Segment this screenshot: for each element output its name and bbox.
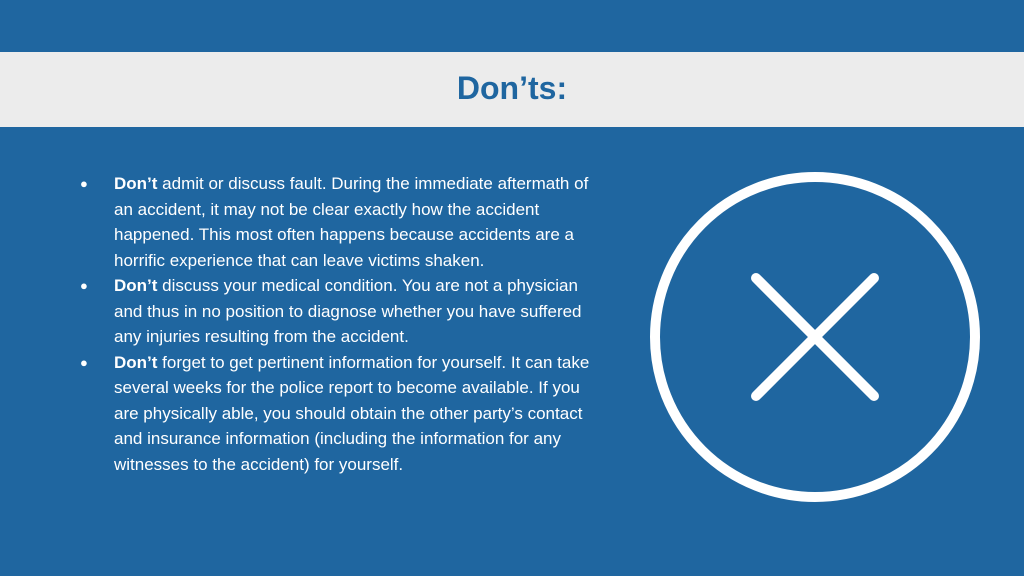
bullet-item xyxy=(80,273,600,350)
bullet-lead: Don’t xyxy=(114,276,158,295)
bullet-list xyxy=(80,171,600,477)
bullet-text: forget to get pertinent information for yourself. It can take several weeks for the police report to become available. If you are physically able, you should obtain the other party’s contact and insurance information (including the information for any witnesses to the accident) for yourself. xyxy=(114,352,590,474)
bullet-marker: ● xyxy=(80,278,88,293)
bullet-text: admit or discuss fault. During the immediate aftermath of an accident, it may not be clear exactly how the accident happened. This most often happens because accidents are a horrific experience that can leave victims shaken. xyxy=(114,174,589,270)
bullet-lead: Don’t xyxy=(114,352,158,372)
page-title: Don’ts: xyxy=(456,70,568,106)
title-band xyxy=(0,52,1024,127)
bullet-marker: ● xyxy=(80,176,88,191)
bullet-item xyxy=(80,350,600,478)
bullet-item xyxy=(80,171,600,273)
bullet-marker: ● xyxy=(80,354,88,370)
circle-x-icon xyxy=(648,170,982,504)
bullet-text: discuss your medical condition. You are not a physician and thus in no position to diagnose whether you have suffered any injuries resulting from the accident. xyxy=(114,276,582,346)
bullet-lead: Don’t xyxy=(114,174,158,193)
